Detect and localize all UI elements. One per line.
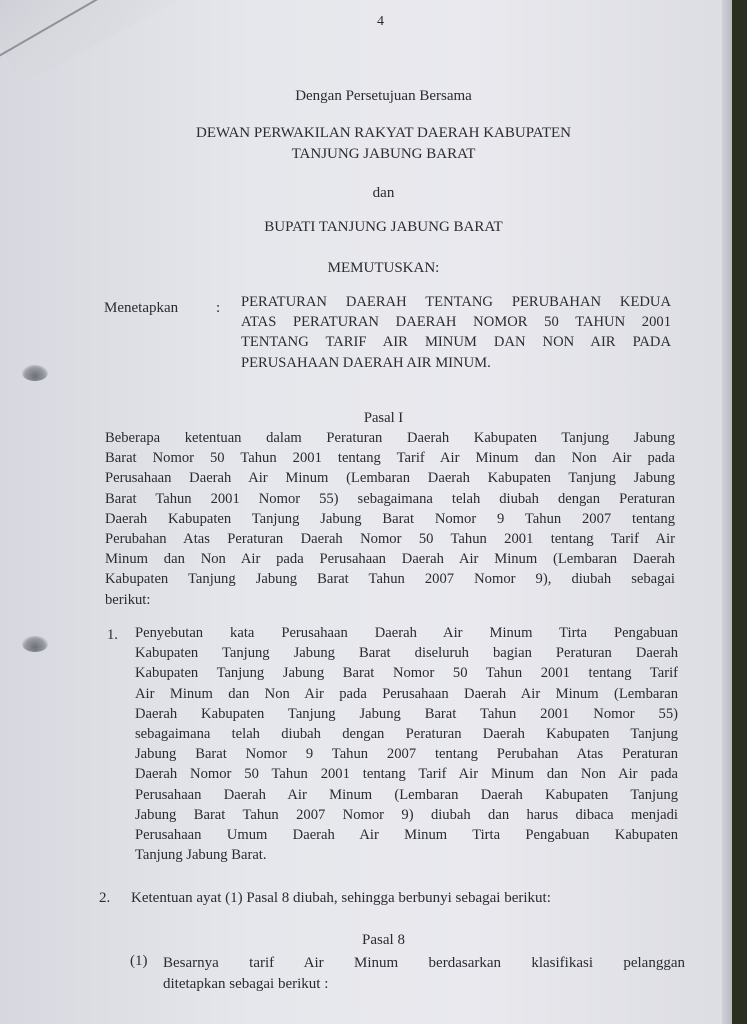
ayat-1-text	[163, 953, 685, 995]
paragraph-line: berikut:	[105, 591, 151, 608]
dewan-heading-line2: TANJUNG JABUNG BARAT	[291, 146, 476, 162]
item-2-text: Ketentuan ayat (1) Pasal 8 diubah, sehingga berbunyi sebagai berikut:	[131, 890, 551, 906]
paragraph-line: Minum dan Non Air pada Perusahaan Daerah Air Minum (Lembaran Daerah	[105, 551, 675, 568]
paragraph-line: Kabupaten Tanjung Jabung Barat Tahun 2007 Nomor 9), diubah sebagai	[105, 571, 675, 588]
ayat-line: ditetapkan sebagai berikut :	[163, 976, 329, 992]
paragraph-line: Daerah Kabupaten Tanjung Jabung Barat Nomor 9 Tahun 2007 tentang	[105, 510, 675, 527]
folded-corner	[0, 0, 198, 85]
punch-hole	[22, 365, 48, 381]
paragraph-line: Beberapa ketentuan dalam Peraturan Daerah Kabupaten Tanjung Jabung	[105, 430, 675, 446]
memutuskan-heading: MEMUTUSKAN:	[327, 260, 440, 276]
menetapkan-line: PERATURAN DAERAH TENTANG PERUBAHAN KEDUA	[241, 294, 671, 310]
item-line: Daerah Nomor 50 Tahun 2001 tentang Tarif Air Minum dan Non Air pada	[135, 766, 678, 783]
item-1-number: 1.	[107, 627, 118, 643]
item-line: Jabung Barat Nomor 9 Tahun 2007 tentang Perubahan Atas Peraturan	[135, 746, 678, 763]
item-line: Tanjung Jabung Barat.	[135, 847, 267, 864]
menetapkan-line: TENTANG TARIF AIR MINUM DAN NON AIR PADA	[241, 334, 671, 351]
ayat-line: Besarnya tarif Air Minum berdasarkan klasifikasi pelanggan	[163, 955, 685, 971]
pasal-8-title: Pasal 8	[362, 932, 405, 948]
item-2-number: 2.	[99, 890, 111, 906]
persetujuan-heading: Dengan Persetujuan Bersama	[295, 88, 472, 104]
item-line: Kabupaten Tanjung Jabung Barat Nomor 50 Tahun 2001 tentang Tarif	[135, 665, 678, 682]
dewan-heading-line1: DEWAN PERWAKILAN RAKYAT DAERAH KABUPATEN	[195, 125, 571, 141]
item-line: sebagaimana telah diubah dengan Peraturan Daerah Kabupaten Tanjung	[135, 726, 678, 743]
dan-text: dan	[372, 185, 395, 201]
item-line: Air Minum dan Non Air pada Perusahaan Daerah Air Minum (Lembaran	[135, 685, 678, 702]
punch-hole	[22, 636, 48, 652]
paragraph-line: Perusahaan Daerah Air Minum (Lembaran Daerah Kabupaten Tanjung Jabung	[105, 470, 675, 487]
bupati-heading: BUPATI TANJUNG JABUNG BARAT	[264, 219, 503, 235]
pasal-i-paragraph	[105, 428, 675, 610]
paragraph-line: Barat Nomor 50 Tahun 2001 tentang Tarif Air Minum dan Non Air pada	[105, 450, 675, 467]
item-line: Perusahaan Umum Daerah Air Minum Tirta Pengabuan Kabupaten	[135, 827, 678, 844]
paragraph-line: Perubahan Atas Peraturan Daerah Nomor 50 Tahun 2001 tentang Tarif Air	[105, 531, 675, 548]
pasal-i-title: Pasal I	[363, 410, 404, 426]
menetapkan-colon: :	[216, 300, 221, 316]
ayat-1-number: (1)	[130, 953, 148, 969]
item-line: Penyebutan kata Perusahaan Daerah Air Minum Tirta Pengabuan	[135, 625, 678, 641]
menetapkan-line: ATAS PERATURAN DAERAH NOMOR 50 TAHUN 2001	[241, 314, 671, 331]
paragraph-line: Barat Tahun 2001 Nomor 55) sebagaimana telah diubah dengan Peraturan	[105, 490, 675, 507]
menetapkan-label: Menetapkan	[104, 300, 179, 316]
item-line: Daerah Kabupaten Tanjung Jabung Barat Tahun 2001 Nomor 55)	[135, 705, 678, 722]
item-line: Jabung Barat Tahun 2007 Nomor 9) diubah dan harus dibaca menjadi	[135, 806, 678, 823]
item-line: Kabupaten Tanjung Jabung Barat diseluruh bagian Peraturan Daerah	[135, 645, 678, 662]
page-number: 4	[377, 14, 384, 29]
menetapkan-line: PERUSAHAAN DAERAH AIR MINUM.	[241, 354, 491, 371]
menetapkan-text	[241, 292, 671, 373]
item-line: Perusahaan Daerah Air Minum (Lembaran Daerah Kabupaten Tanjung	[135, 786, 678, 803]
item-1-text	[135, 623, 678, 865]
